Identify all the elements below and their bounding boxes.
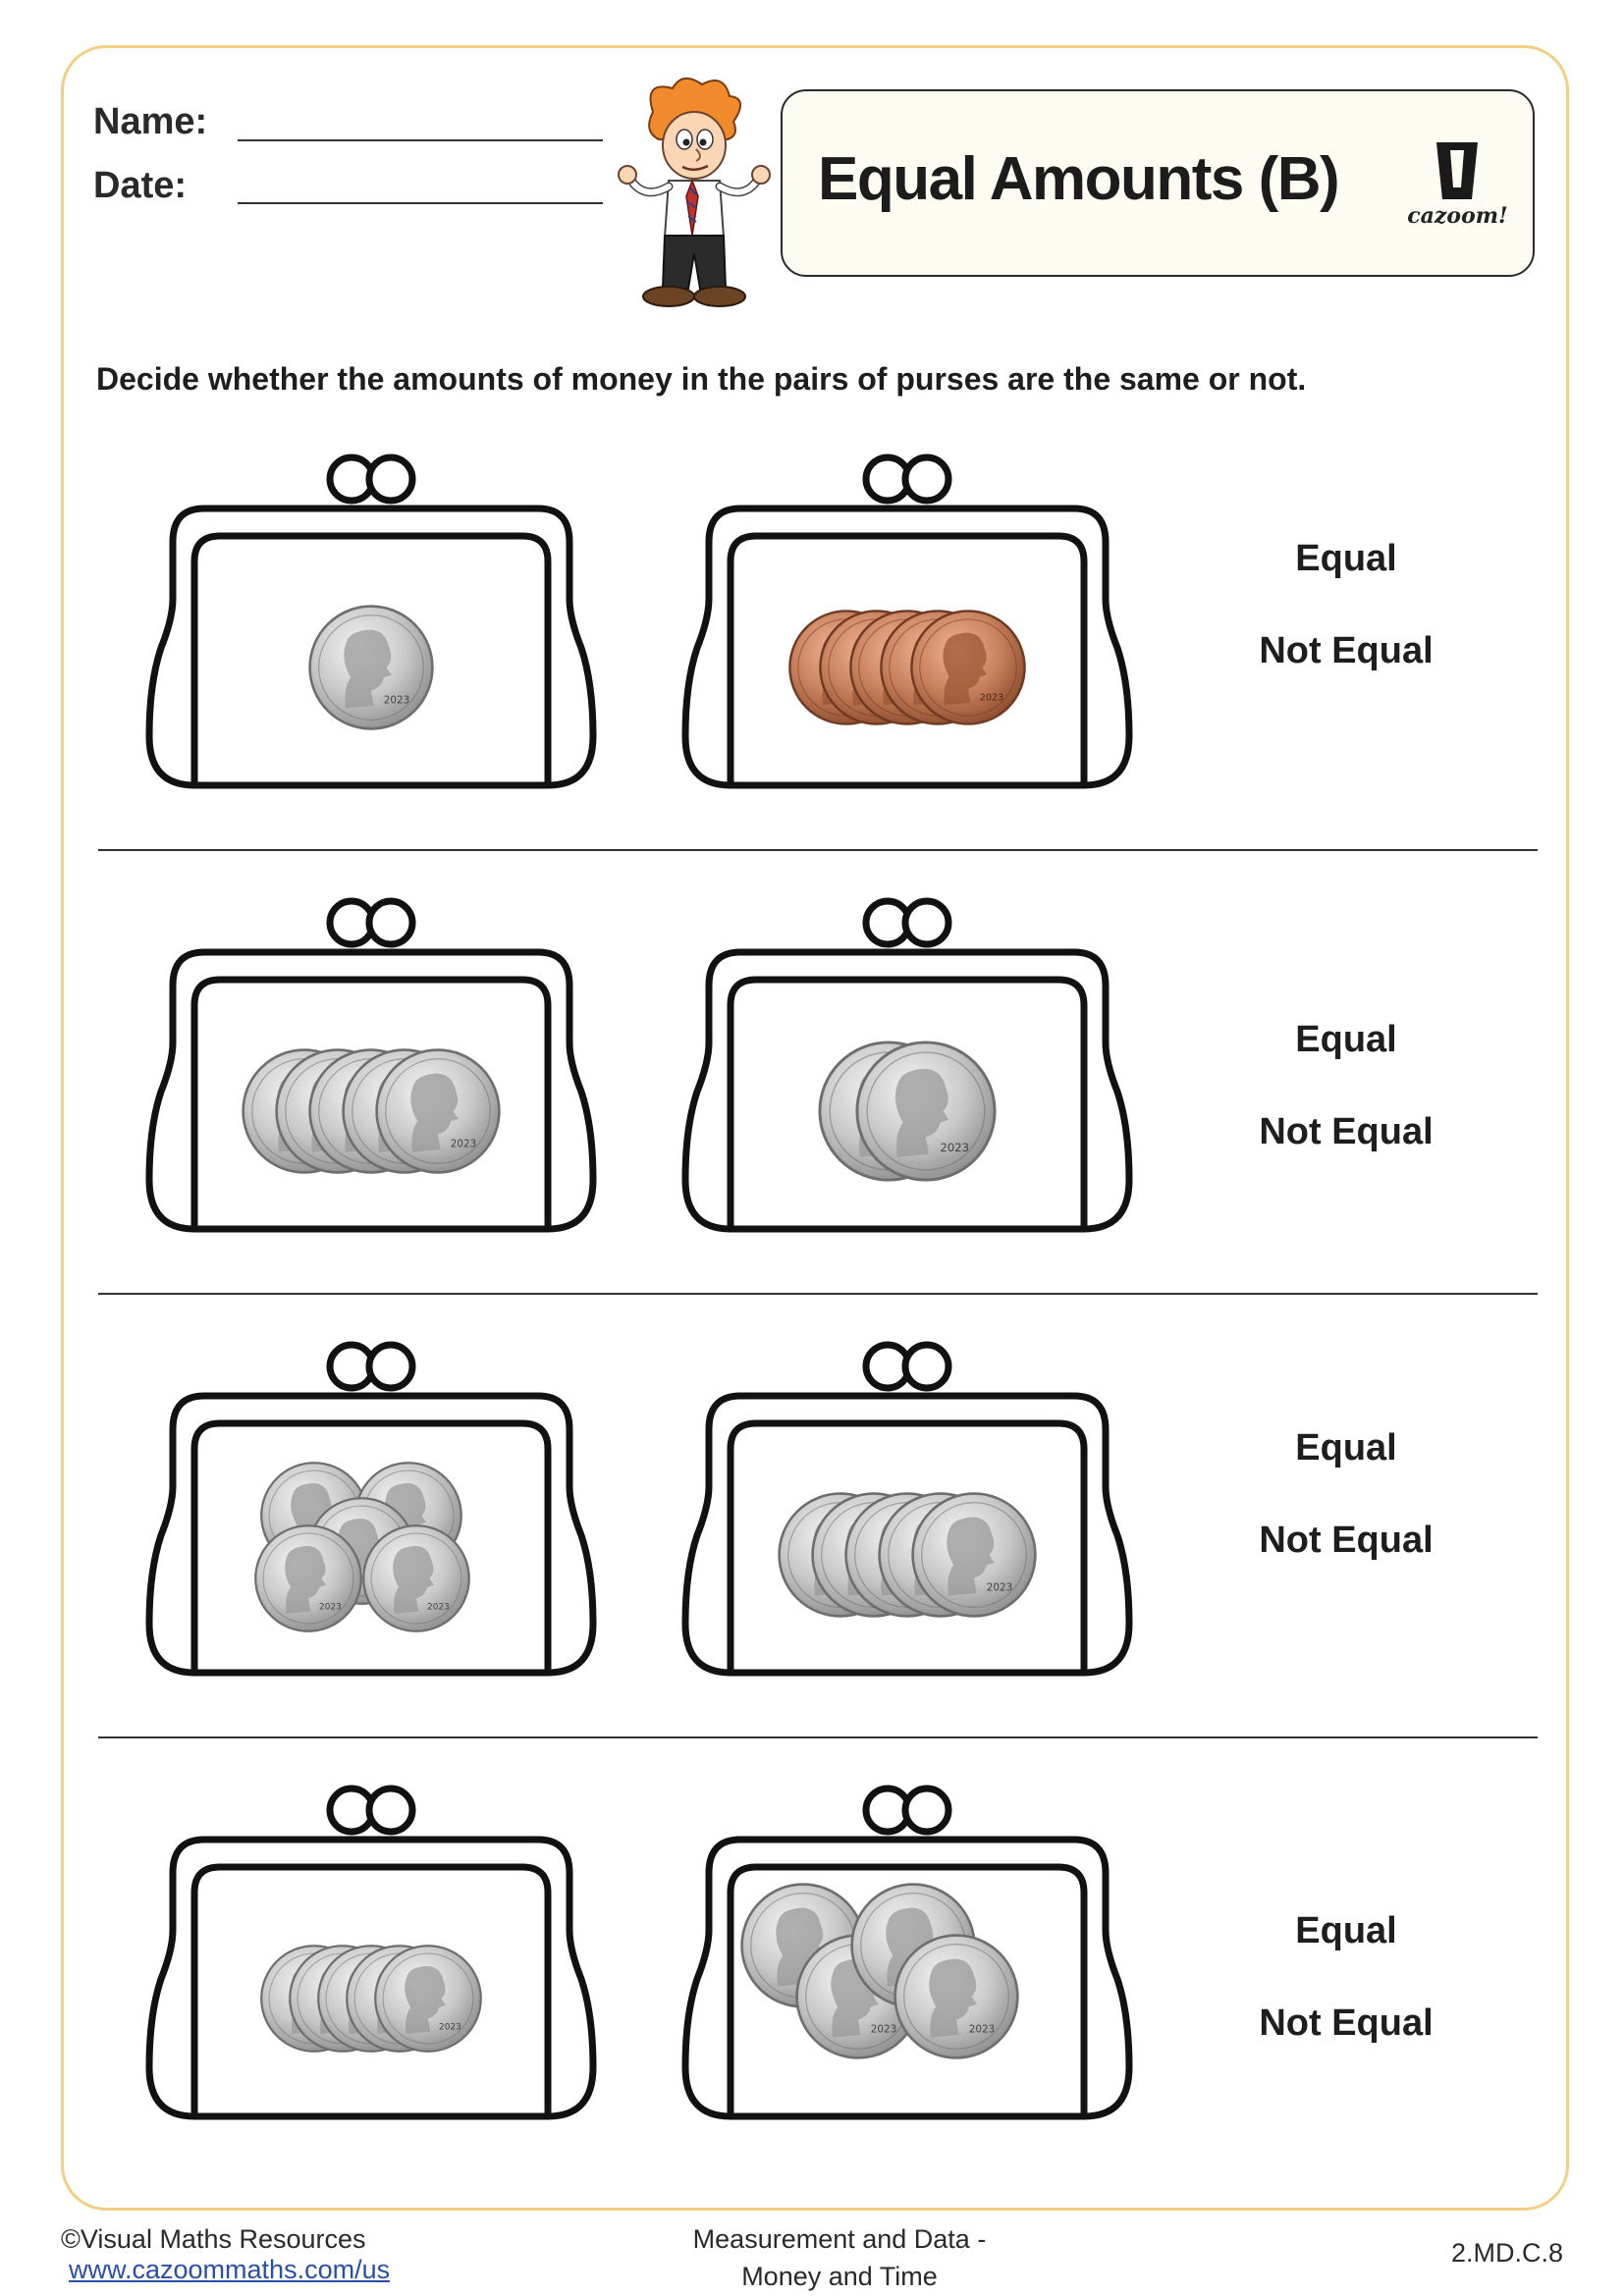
dime-coin-icon xyxy=(373,1944,483,2054)
logo-text: cazoom! xyxy=(1407,203,1508,229)
cup-icon xyxy=(1401,138,1514,203)
nickel-coin-icon xyxy=(307,604,435,731)
quarter-coin-icon xyxy=(854,1040,998,1183)
coin-year-text: 2023 xyxy=(450,1138,476,1150)
coin-year-text: 2023 xyxy=(383,694,410,707)
coin-year-text: 2023 xyxy=(986,1581,1012,1594)
topic-line-2: Money and Time xyxy=(741,2262,938,2291)
nickel-coin-icon xyxy=(374,1047,502,1175)
question-row-1 xyxy=(0,452,1624,844)
nickel-coin-icon xyxy=(910,1491,1038,1619)
question-row-4 xyxy=(0,1783,1624,2175)
nickel-coin-icon xyxy=(893,1933,1020,2060)
coin-year-text: 2023 xyxy=(940,1140,970,1154)
date-label: Date: xyxy=(93,165,188,206)
coin-year-text: 2023 xyxy=(439,2022,462,2033)
website-link[interactable]: www.cazoommaths.com/us xyxy=(69,2255,391,2284)
question-row-2 xyxy=(0,895,1624,1288)
title-box xyxy=(781,89,1535,277)
topic xyxy=(628,2220,1051,2295)
dime-coin-icon xyxy=(361,1523,471,1633)
coin-year-text: 2023 xyxy=(980,692,1004,704)
option-equal[interactable]: Equal xyxy=(1295,1910,1397,1951)
cazoom-logo xyxy=(1401,138,1514,237)
option-equal[interactable]: Equal xyxy=(1295,1427,1397,1468)
option-equal[interactable]: Equal xyxy=(1295,538,1397,579)
instructions: Decide whether the amounts of money in the pairs of purses are the same or not. xyxy=(96,361,1307,397)
name-label: Name: xyxy=(93,101,208,142)
coin-year-text: 2023 xyxy=(319,1602,342,1613)
cartoon-character-icon xyxy=(614,71,771,311)
option-equal[interactable]: Equal xyxy=(1295,1019,1397,1060)
row-divider xyxy=(98,1293,1538,1295)
coin-year-text: 2023 xyxy=(427,1602,450,1613)
option-not-equal[interactable]: Not Equal xyxy=(1259,630,1434,671)
option-not-equal[interactable]: Not Equal xyxy=(1259,1520,1434,1561)
coin-year-text: 2023 xyxy=(870,2023,897,2036)
dime-coin-icon xyxy=(253,1523,363,1633)
standard-code: 2.MD.C.8 xyxy=(1451,2238,1564,2268)
row-divider xyxy=(98,849,1538,851)
option-not-equal[interactable]: Not Equal xyxy=(1259,2002,1434,2044)
worksheet-title: Equal Amounts (B) xyxy=(818,145,1339,213)
date-field[interactable] xyxy=(238,202,603,204)
option-not-equal[interactable]: Not Equal xyxy=(1259,1111,1434,1152)
copyright: ©Visual Maths Resources xyxy=(61,2224,366,2254)
question-row-3 xyxy=(0,1339,1624,1732)
coin-year-text: 2023 xyxy=(968,2023,996,2036)
row-divider xyxy=(98,1736,1538,1738)
name-field[interactable] xyxy=(238,139,603,141)
topic-line-1: Measurement and Data - xyxy=(692,2224,987,2254)
penny-coin-icon xyxy=(909,609,1027,726)
